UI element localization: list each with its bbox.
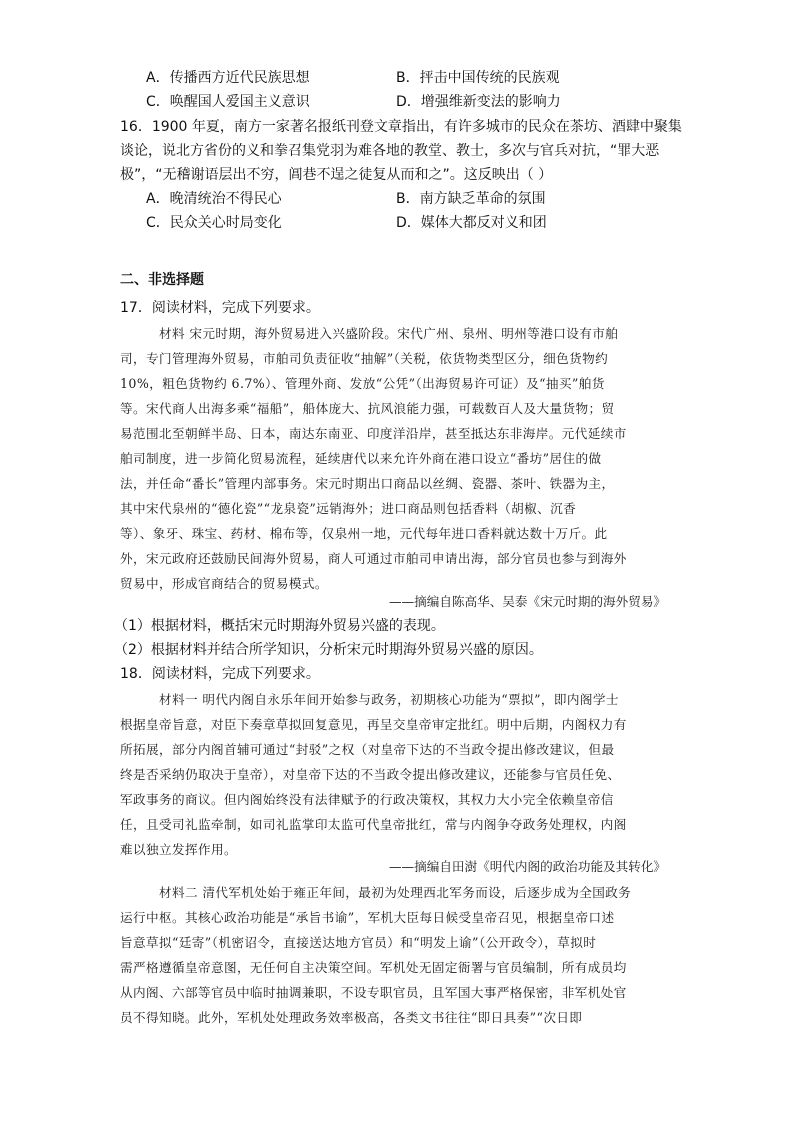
q17-material-line: 10%，粗色货物约 6.7%）、管理外商、发放“公凭”（出海贸易许可证）及“抽买”舶货 — [120, 376, 605, 391]
q15-option-c: C．唤醒国人爱国主义意识 — [146, 94, 310, 110]
q15-option-b: B．抨击中国传统的民族观 — [396, 70, 560, 86]
q15-option-d: D．增强维新变法的影响力 — [396, 94, 561, 110]
q16-stem-line: 极”，“无稽谢语层出不穷，阊巷不逞之徒复从而和之”。这反映出（ ） — [120, 167, 553, 183]
q18-stem: 18．阅读材料，完成下列要求。 — [120, 666, 320, 682]
q17-material-line: 其中宋代泉州的“德化瓷”“龙泉瓷”远销海外；进口商品则包括香料（胡椒、沉香 — [120, 501, 577, 516]
q16-option-d: D．媒体大都反对义和团 — [396, 215, 547, 231]
q17-material-line: 舶司制度，进一步简化贸易流程，延续唐代以来允许外商在港口设立“番坊”居住的做 — [120, 451, 602, 466]
q15-option-a: A．传播西方近代民族思想 — [146, 70, 310, 86]
q17-material-line: 贸易中，形成官商结合的贸易模式。 — [120, 576, 328, 591]
q18-material2-line: 旨意草拟“廷寄”（机密诏令，直接送达地方官员）和“明发上谕”（公开政令），草拟时 — [120, 935, 597, 950]
q17-subquestion-2: （2）根据材料并结合所学知识，分析宋元时期海外贸易兴盛的原因。 — [114, 642, 543, 658]
q17-material-line: 易范围北至朝鲜半岛、日本，南达东南亚、印度洋沿岸，甚至抵达东非海岸。元代延续市 — [120, 426, 627, 441]
q16-stem-line: 16．1900 年夏，南方一家著名报纸刊登文章指出，有许多城市的民众在茶坊、酒肆中聚集 — [120, 119, 682, 135]
section-heading: 二、非选择题 — [120, 272, 204, 288]
q18-source-1: ——摘编自田澍《明代内阁的政治功能及其转化》 — [388, 859, 666, 874]
q17-stem: 17．阅读材料，完成下列要求。 — [120, 300, 320, 316]
q16-stem-line: 谈论，说北方省份的义和拳召集党羽为难各地的教堂、教士，多次与官兵对抗，“罪大恶 — [120, 143, 660, 159]
q16-option-a: A．晚清统治不得民心 — [146, 191, 282, 207]
q17-material-line: 外，宋元政府还鼓励民间海外贸易，商人可通过市舶司申请出海，部分官员也参与到海外 — [120, 551, 627, 566]
q18-material2-line: 需严格遵循皇帝意图，无任何自主决策空间。军机处无固定衙署与官员编制，所有成员均 — [120, 960, 627, 975]
q17-material-line: 等）、象牙、珠宝、药材、棉布等，仅泉州一地，元代每年进口香料就达数十万斤。此 — [120, 526, 608, 541]
q17-material-line: 法，并任命“番长”管理内部事务。宋元时期出口商品以丝绸、瓷器、茶叶、铁器为主， — [120, 476, 615, 491]
q18-material1-line: 军政事务的商议。但内阁始终没有法律赋予的行政决策权，其权力大小完全依赖皇帝信 — [120, 792, 614, 807]
q17-material-line: 材料 宋元时期，海外贸易进入兴盛阶段。宋代广州、泉州、明州等港口设有市舶 — [159, 326, 619, 341]
q18-material2-line: 从内阁、六部等官员中临时抽调兼职，不设专职官员，且军国大事严格保密，非军机处官 — [120, 985, 627, 1000]
q18-material2-line: 材料二 清代军机处始于雍正年间，最初为处理西北军务而设，后逐步成为全国政务 — [159, 885, 632, 900]
q18-material1-line: 材料一 明代内阁自永乐年间开始参与政务，初期核心功能为“票拟”，即内阁学士 — [159, 692, 619, 707]
q18-material2-line: 运行中枢。其核心政治功能是“承旨书谕”，军机大臣每日候受皇帝召见，根据皇帝口述 — [120, 910, 615, 925]
q17-material-line: 司，专门管理海外贸易，市舶司负责征收“抽解”（关税，依货物类型区分，细色货物约 — [120, 351, 609, 366]
q18-material1-line: 难以独立发挥作用。 — [120, 842, 237, 857]
q16-option-c: C．民众关心时局变化 — [146, 215, 282, 231]
q18-material1-line: 任，且受司礼监牵制，如司礼监掌印太监可代皇帝批红，常与内阁争夺政务处理权，内阁 — [120, 817, 627, 832]
q18-material1-line: 所拓展，部分内阁首辅可通过“封驳”之权（对皇帝下达的不当政令提出修改建议，但最 — [120, 742, 615, 757]
q17-subquestion-1: （1）根据材料，概括宋元时期海外贸易兴盛的表现。 — [114, 618, 445, 634]
q17-source: ——摘编自陈高华、吴泰《宋元时期的海外贸易》 — [388, 594, 666, 609]
q16-option-b: B．南方缺乏革命的氛围 — [396, 191, 546, 207]
q18-material2-line: 员不得知晓。此外，军机处处理政务效率极高，各类文书往往“即日具奏”“次日即 — [120, 1010, 583, 1025]
q17-material-line: 等。宋代商人出海多乘“福船”，船体庞大、抗风浪能力强，可载数百人及大量货物；贸 — [120, 401, 615, 416]
q18-material1-line: 根据皇帝旨意，对臣下奏章草拟回复意见，再呈交皇帝审定批红。明中后期，内阁权力有 — [120, 717, 627, 732]
q18-material1-line: 终是否采纳仍取决于皇帝），对皇帝下达的不当政令提出修改建议，还能参与官员任免、 — [120, 767, 621, 782]
